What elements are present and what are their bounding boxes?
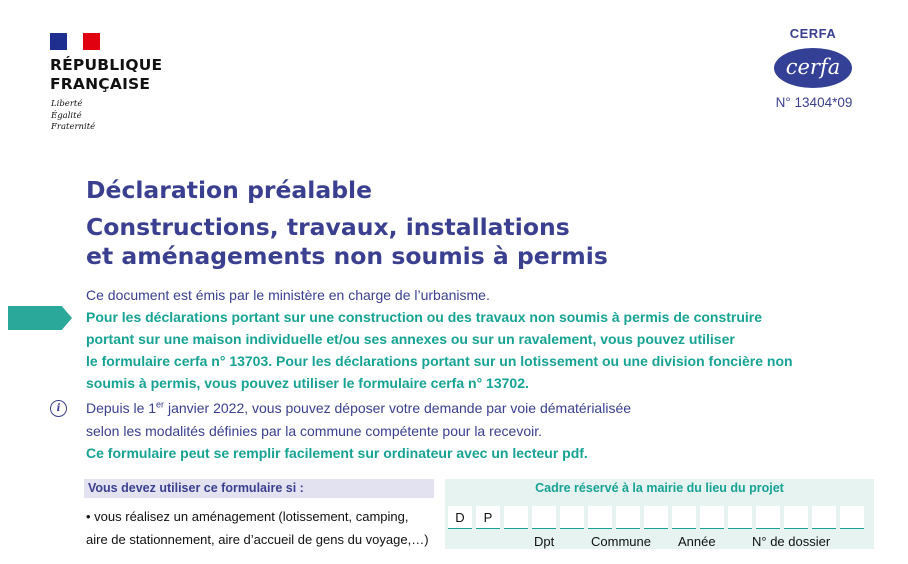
label-annee: Année (678, 534, 716, 549)
dossier-number-cells (448, 506, 864, 529)
motto-egalite: Égalité (51, 110, 82, 121)
intro-teal-line-4: soumis à permis, vous pouvez utiliser le formulaire cerfa n° 13702. (86, 375, 529, 391)
dossier-cell-dpt-1[interactable] (504, 506, 528, 529)
dossier-cell-number-2[interactable] (756, 506, 780, 529)
label-dossier-number: N° de dossier (752, 534, 831, 549)
reserved-mairie-title: Cadre réservé à la mairie du lieu du projet (535, 481, 784, 495)
intro-line: Ce document est émis par le ministère en charge de l’urbanisme. (86, 287, 490, 303)
dossier-cell-prefix-d: D (448, 506, 472, 529)
form-subtitle (86, 213, 608, 271)
use-conditions-title: Vous devez utiliser ce formulaire si : (88, 481, 304, 495)
motto-fraternite: Fraternité (51, 122, 96, 132)
republic-line-1: RÉPUBLIQUE (50, 56, 163, 74)
dossier-cell-number-3[interactable] (784, 506, 808, 529)
dossier-cell-number-4[interactable] (812, 506, 836, 529)
use-condition-item-line-2: aire de stationnement, aire d’accueil de gens du voyage,…) (86, 532, 429, 547)
dossier-cell-annee-2[interactable] (700, 506, 724, 529)
subtitle-line-1: Constructions, travaux, installations (86, 213, 570, 241)
intro-teal-line-2: portant sur une maison individuelle et/ou ses annexes ou sur un ravalement, vous pouvez utiliser (86, 331, 735, 347)
info-line-2: selon les modalités définies par la commune compétente pour la recevoir. (86, 423, 543, 439)
info-line-1-sup: er (156, 399, 165, 410)
info-line-1-end: janvier 2022, vous pouvez déposer votre demande par voie dématérialisée (164, 400, 632, 416)
republic-line-2: FRANÇAISE (50, 75, 151, 93)
republique-francaise-wordmark (50, 56, 162, 94)
info-icon: i (50, 400, 67, 417)
motto-liberte: Liberté (51, 99, 83, 109)
dossier-cell-commune-3[interactable] (644, 506, 668, 529)
dossier-cell-number-1[interactable] (728, 506, 752, 529)
arrow-marker-icon (8, 306, 72, 330)
cerfa-logo: cerfa (774, 48, 852, 88)
info-line-1 (86, 398, 631, 420)
info-line-1-start: Depuis le 1 (86, 400, 157, 416)
dossier-cell-dpt-2[interactable] (532, 506, 556, 529)
subtitle-line-2: et aménagements non soumis à permis (86, 242, 608, 270)
dossier-cell-prefix-p: P (476, 506, 500, 529)
info-line-3: Ce formulaire peut se remplir facilement sur ordinateur avec un lecteur pdf. (86, 445, 588, 461)
dossier-cell-commune-2[interactable] (616, 506, 640, 529)
use-condition-item-line-1: • vous réalisez un aménagement (lotissement, camping, (86, 509, 409, 524)
intro-teal-line-1: Pour les déclarations portant sur une construction ou des travaux non soumis à permis de construire (86, 309, 763, 325)
dossier-cell-commune-1[interactable] (588, 506, 612, 529)
dossier-cell-annee-1[interactable] (672, 506, 696, 529)
intro-teal-line-3: le formulaire cerfa n° 13703. Pour les déclarations portant sur un lotissement ou une division foncière non (86, 353, 793, 369)
label-dpt: Dpt (534, 534, 555, 549)
cerfa-number: N° 13404*09 (775, 95, 853, 110)
form-title: Déclaration préalable (86, 176, 373, 204)
republique-francaise-flag (50, 33, 100, 50)
cerfa-label: CERFA (789, 26, 837, 41)
republic-motto (51, 99, 95, 134)
label-commune: Commune (591, 534, 651, 549)
dossier-cell-dpt-3[interactable] (560, 506, 584, 529)
dossier-cell-number-5[interactable] (840, 506, 864, 529)
